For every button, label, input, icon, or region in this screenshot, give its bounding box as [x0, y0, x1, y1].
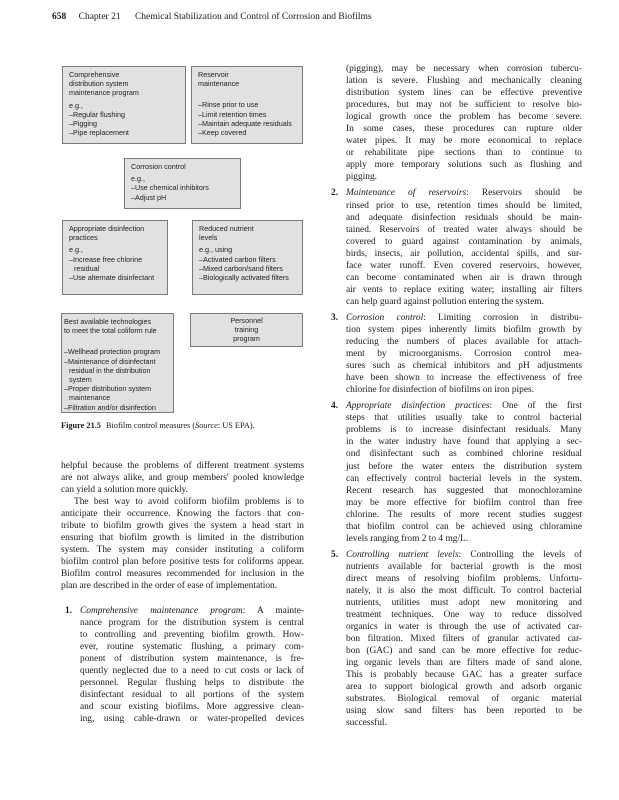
text-line: rinsed prior to use, retention times should be limited, — [346, 200, 582, 211]
text-line: and adequate disinfection residuals should be main- — [346, 212, 582, 223]
left-column — [61, 460, 304, 725]
text-line: lation is severe. Flushing and mechanically cleaning — [346, 76, 582, 87]
text-line: disinfectant residual to all portions of the system — [80, 689, 304, 700]
box-title-line: distribution system — [69, 79, 129, 89]
box-title-line: Comprehensive — [69, 70, 120, 79]
box-item: maintenance — [69, 393, 111, 403]
box-item: residual in the distribution — [69, 365, 151, 375]
text-line: organics in water is through the use of activated car- — [346, 622, 582, 633]
text-line: and scour existing biofilms. More aggressive clean- — [80, 701, 304, 712]
box-title-line: Best available technologies — [64, 317, 152, 326]
text-line: successful. — [346, 718, 387, 729]
list-item — [61, 605, 304, 725]
box-item: –Mixed carbon/sand filters — [199, 263, 283, 273]
text-line: tribute to biofilm growth gives the system a head start in — [61, 521, 304, 532]
text-line: nutrients available for bacterial growth is the most — [346, 561, 582, 572]
list-item-heading: Comprehensive maintenance program — [80, 605, 243, 616]
text-line: procedures, but may not be sufficient to resolve bio- — [346, 100, 582, 111]
text-line: (pigging), may be necessary when corrosion tubercu- — [346, 64, 582, 74]
text-line: pigging. — [346, 172, 377, 183]
figure-box-reservoir-maintenance — [191, 66, 303, 144]
text-line: to controlling and preventing biofilm growth. How- — [80, 629, 304, 640]
box-item: –Regular flushing — [69, 109, 125, 119]
text-line: In some cases, these procedures can rupture older — [346, 124, 582, 135]
text-line: This is probably because GAC has a greater surface — [346, 670, 582, 681]
text-line: water pipes. It may be more economical to replace — [346, 136, 582, 147]
box-item: –Increase free chlorine — [69, 254, 143, 264]
text-line: direct means of resolving biofilm problems. Unfortu- — [346, 573, 582, 584]
text-line: that biofilm control can be achieved using chloramine — [346, 521, 582, 532]
box-item: –Wellhead protection program — [64, 347, 161, 357]
text-line: Biofilm control measures recommended for inclusion in the — [61, 569, 304, 580]
text-line: reducing the numbers of places available for attach- — [346, 337, 582, 348]
chapter-label: Chapter 21 — [78, 12, 121, 22]
figure-box-disinfection-practices — [62, 220, 168, 295]
text-line: have been shown to increase the effectiveness of free — [346, 373, 582, 384]
list-item — [327, 312, 582, 396]
text-line: tained. Reservoirs of treated water always should be — [346, 224, 582, 235]
figure-caption: Figure 21.5 Biofilm control measures (Source: US EPA). — [61, 421, 255, 430]
box-item: –Filtration and/or disinfection — [64, 402, 156, 412]
text-line: face water runoff. Even covered reservoirs, however, — [346, 260, 582, 271]
box-item: –Limit retention times — [198, 109, 267, 119]
box-item: e.g., — [69, 100, 83, 110]
box-title-line: maintenance — [198, 79, 240, 89]
figure-box-personnel-training — [190, 313, 303, 347]
chapter-title: Chemical Stabilization and Control of Corrosion and Biofilms — [134, 12, 372, 22]
text-line: bon (GAC) and sand can be more effective for reduc- — [346, 646, 582, 657]
list-number: 3. — [331, 312, 339, 323]
figure-box-best-available-technologies — [61, 313, 174, 413]
box-item: –Use alternate disinfectant — [69, 273, 155, 283]
box-title-line: maintenance program — [69, 88, 139, 98]
box-title-line: Corrosion control — [131, 162, 186, 171]
text-line: can yield a solution more quickly. — [61, 485, 188, 496]
text-line: problems is to increase disinfectant residuals. Many — [346, 425, 582, 436]
text-line: chlorine. The results of more recent studies suggest — [346, 509, 582, 520]
list-number: 4. — [331, 401, 339, 412]
box-item: –Adjust pH — [131, 192, 167, 202]
box-title-line: levels — [199, 233, 218, 243]
box-title-line: practices — [69, 233, 98, 243]
text-line: substrates. Biological removal of organic material — [346, 694, 582, 705]
list-number: 1. — [65, 605, 73, 616]
figure-label: Figure 21.5 — [61, 421, 101, 430]
text-line: The best way to avoid coliform biofilm problems is to — [74, 497, 304, 508]
box-title-line: Appropriate disinfection — [69, 224, 145, 233]
text-line: ponent of distribution system maintenance, is fre- — [80, 653, 304, 664]
box-title — [69, 70, 179, 98]
box-item: e.g., — [69, 245, 83, 255]
box-title-line: program — [233, 334, 260, 344]
text-line: nately, it is also the most difficult. To control bacterial — [346, 585, 582, 596]
text-line: can become contaminated when air is drawn through — [346, 272, 582, 283]
box-title-line: Reservoir — [198, 70, 229, 79]
text-line: helpful because the problems of different treatment systems — [61, 461, 304, 471]
box-item: –Maintenance of disinfectant — [64, 356, 156, 366]
list-item-heading: Appropriate disinfection practices — [346, 401, 490, 412]
box-item: –Use chemical inhibitors — [131, 183, 209, 193]
text-line: levels ranging from 2 to 4 mg/L. — [346, 533, 469, 544]
box-item: –Pipe replacement — [69, 128, 129, 138]
text-line: nutrients, utilities must adopt new monitoring and — [346, 598, 582, 609]
list-item-wrapper — [327, 312, 582, 396]
paragraph — [61, 460, 304, 496]
text-line: nance program for the distribution system is central — [80, 617, 304, 628]
paragraph — [61, 496, 304, 592]
text-line: in the water industry have found that applying a sec- — [346, 437, 582, 448]
text-line: can effectively control bacterial levels in the system. — [346, 473, 582, 484]
box-item: –Proper distribution system — [64, 384, 152, 394]
text-line: are not always alike, and group members' pooled knowledge — [61, 473, 304, 484]
text-line: quently neglected due to a need to cut costs or lack of — [80, 665, 304, 676]
page-number: 658 — [52, 12, 67, 22]
text-line: tion system pipes inherently limits biofilm growth by — [346, 324, 582, 335]
box-title — [198, 70, 296, 88]
text-line: system. The system may consider instituting a coliform — [61, 545, 304, 556]
box-title-line: training — [234, 325, 259, 335]
text-line: Corrosion control: Limiting corrosion in distribu- — [346, 312, 582, 323]
text-line: Comprehensive maintenance program: A mainte- — [80, 605, 304, 616]
box-item: e.g., using — [199, 245, 233, 255]
text-line: biofilm control plan before positive tests for coliforms appear. — [61, 557, 304, 568]
text-line: apply more temporary solutions such as flushing and — [346, 160, 582, 171]
text-line: birds, insects, air pollution, accidental spills, and sur- — [346, 248, 582, 259]
box-title — [131, 162, 234, 171]
box-item: system — [69, 375, 92, 385]
box-title-line: Reduced nutrient — [199, 224, 254, 233]
text-line: area to support biological growth and adsorb organic — [346, 682, 582, 693]
box-title-line: Personnel — [230, 316, 263, 325]
list-number: 2. — [331, 188, 339, 199]
list-number: 5. — [331, 549, 339, 560]
box-item: residual — [74, 263, 100, 273]
text-line: distribution system lines can be effective preventive — [346, 88, 582, 99]
list-item-wrapper — [327, 400, 582, 545]
box-item: e.g., — [131, 174, 145, 184]
text-line: sures such as chemical inhibitors and pH adjustments — [346, 361, 582, 372]
text-line: ing organic levels than are filters made of sand alone. — [346, 658, 582, 669]
box-title — [199, 224, 296, 242]
box-title — [69, 224, 161, 242]
text-line: Maintenance of reservoirs: Reservoirs should be — [346, 188, 582, 199]
text-line: can help guard against pollution entering the system. — [346, 296, 544, 307]
text-line: steps that utilities usually take to control bacterial — [346, 413, 582, 424]
text-line: ond disinfectant such as combined chlorine residual — [346, 449, 582, 460]
figure-box-comprehensive-maintenance — [62, 66, 186, 144]
text-line: chlorine for disinfection of biofilms on iron pipes. — [346, 385, 534, 396]
text-line: ever, routine systematic flushing, a primary com- — [80, 641, 304, 652]
list-item — [327, 549, 582, 730]
box-item: –Pigging — [69, 119, 97, 129]
box-item: –Maintain adequate residuals — [198, 118, 292, 128]
box-spacer — [64, 338, 171, 347]
text-line: or rehabilitate pipe sections than to continue to — [346, 148, 582, 159]
text-line: using slow sand filters has been reported to be — [346, 706, 582, 717]
text-line: Recent research has suggested that monochloramine — [346, 485, 582, 496]
text-line: Controlling nutrient levels: Controlling the levels of — [346, 549, 583, 560]
text-line: ment by microorganisms. Corrosion control mea- — [346, 349, 582, 360]
box-item: –Rinse prior to use — [198, 100, 259, 110]
text-line: ing, using cable-drawn or water-propelled devices — [80, 713, 304, 724]
text-line: air vents to replace exiting water; installing air filters — [346, 284, 582, 295]
paragraph — [346, 63, 582, 183]
text-line: plan are described in the order of ease of implementation. — [61, 581, 278, 592]
text-line: bon filtration. Mixed filters of granular activated car- — [346, 634, 582, 645]
right-column — [331, 63, 583, 730]
list-item-heading: Controlling nutrient levels — [346, 549, 459, 560]
figure-box-corrosion-control — [124, 158, 241, 209]
list-item — [327, 400, 582, 545]
text-line: just before the water enters the distribution system — [346, 461, 582, 472]
list-item-wrapper — [327, 187, 582, 307]
box-title — [197, 316, 296, 344]
text-line: Appropriate disinfection practices: One of the first — [346, 401, 582, 412]
text-line: may be more effective for biofilm control than free — [346, 497, 582, 508]
text-line: logical growth once the problem has become severe. — [346, 112, 582, 123]
text-line: anticipate their occurrence. Knowing the factors that con- — [61, 509, 304, 520]
list-item — [327, 187, 582, 307]
text-line: personnel. Regular flushing helps to distribute the — [80, 677, 304, 688]
text-line: covered to guard against contamination by animals, — [346, 236, 582, 247]
text-line: ensuring that biofilm growth is limited in the distribution — [61, 533, 304, 544]
text-line: treatment techniques. One way to reduce dissolved — [346, 610, 582, 621]
list-item-heading: Corrosion control — [346, 312, 424, 323]
list-item-wrapper — [327, 549, 582, 730]
box-item: –Biologically activated filters — [199, 273, 289, 283]
list-item-heading: Maintenance of reservoirs — [346, 188, 467, 199]
box-item: –Activated carbon filters — [199, 254, 276, 264]
box-title-line: to meet the total coliform rule — [64, 326, 157, 336]
figure-box-reduced-nutrient — [192, 220, 303, 295]
box-spacer — [198, 91, 296, 100]
running-header — [52, 12, 372, 22]
box-item: –Keep covered — [198, 128, 247, 138]
box-title — [64, 317, 171, 335]
